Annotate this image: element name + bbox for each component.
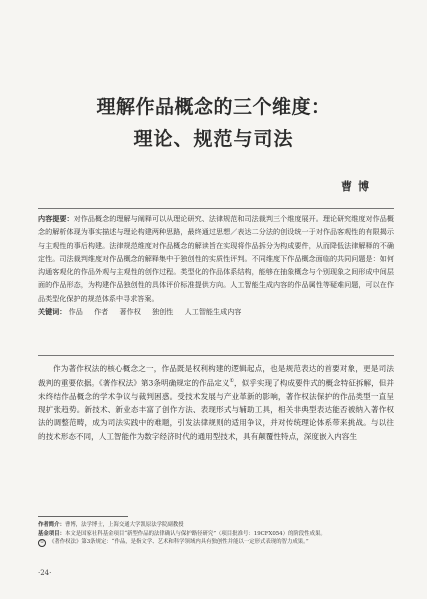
keyword: 著作权 bbox=[119, 307, 141, 317]
fund-info bbox=[38, 530, 398, 539]
keyword: 作品 bbox=[68, 307, 83, 317]
paper-title-line2: 理论、规范与司法 bbox=[133, 128, 294, 150]
footnote-text: 《著作权法》第3条规定：“作品，是指文学、艺术和科学领域内具有独创性并能以一定形式表现的智力成果。” bbox=[49, 539, 309, 545]
author-bio-text: 曹博，法学博士，上海交通大学凯原法学院副教授 bbox=[64, 522, 184, 528]
body-text-b: ，似乎实现了构成要件式的概念特征拆解，但并未终结作品概念的学术争议与裁判困惑。受技术发展与产业革新的影响，著作权法保护的作品类型一直呈现扩张趋势。新技术、新业态丰富了创作方法、表现形式与辅助工具，相关非典型表达能否被纳入著作权法的调整范畴，成为司法实践中的难题，引发法律规则的适用争议，并对传统理论体系带来挑战。与以往的技术形态不同，人工智能作为数字经济时代的通用型技术，具有颠覆性特点，深度嵌入内容生 bbox=[38, 378, 395, 441]
keyword: 人工智能生成内容 bbox=[184, 307, 242, 317]
abstract-top-rule bbox=[38, 208, 394, 209]
keyword: 作者 bbox=[94, 307, 109, 317]
abstract-block bbox=[38, 212, 394, 318]
keywords-line bbox=[38, 305, 394, 318]
footnote-ref: ① bbox=[229, 378, 235, 385]
paper-title-line1: 理解作品概念的三个维度： bbox=[96, 96, 331, 118]
footnote-number: ① bbox=[39, 540, 45, 545]
abstract-bottom-rule bbox=[38, 355, 394, 356]
body-text-a: 作为著作权法的核心概念之一，作品既是权利构建的逻辑起点，也是规范表达的首要对象，更是司法裁判的重要依据。《著作权法》第3条明确规定的作品定义 bbox=[38, 364, 394, 388]
abstract-label: 内容提要： bbox=[38, 214, 74, 223]
author-bio-label: 作者简介： bbox=[38, 522, 65, 528]
fund-text: 本文是国家社科基金项目“新型作品的法律确认与保护路径研究”（项目批准号：19CFX054）的阶段性成果。 bbox=[64, 530, 326, 537]
fund-label: 基金项目： bbox=[38, 530, 65, 537]
keyword: 独创性 bbox=[152, 307, 174, 317]
abstract-paragraph bbox=[38, 212, 394, 305]
footnote-1 bbox=[38, 538, 398, 547]
page-number: ·24· bbox=[38, 569, 52, 577]
keywords-label: 关键词： bbox=[38, 307, 67, 317]
footnotes-block bbox=[38, 521, 398, 547]
body-paragraph bbox=[38, 362, 394, 443]
footnote-rule bbox=[38, 516, 128, 517]
author-bio bbox=[38, 521, 398, 530]
abstract-text: 对作品概念的理解与阐释可以从理论研究、法律规范和司法裁判三个维度展开。理论研究维度对作品概念的解析体现为事实描述与理论构建两种思路，最终通过思想／表达二分法的创设统一于对作品客观性的有限揭示与主观性的事后构建。法律规范维度对作品概念的解读旨在实现将作品拆分为构成要件，从而降低法律解释的不确定性。司法裁判维度对作品概念的解释集中于独创性的实质性评判。不同维度下作品概念面临的共同问题是：如何沟通客观化的作品外观与主观性的创作过程。类型化的作品体系结构，能够在抽象概念与个别现象之间形成中间层面的作品形态，为构建作品独创性的具体评价标准提供方向。人工智能生成内容的作品属性等疑难问题，可以在作品类型化保护的规范体系中寻求答案。 bbox=[38, 214, 395, 303]
author-name: 曹博 bbox=[341, 180, 375, 193]
